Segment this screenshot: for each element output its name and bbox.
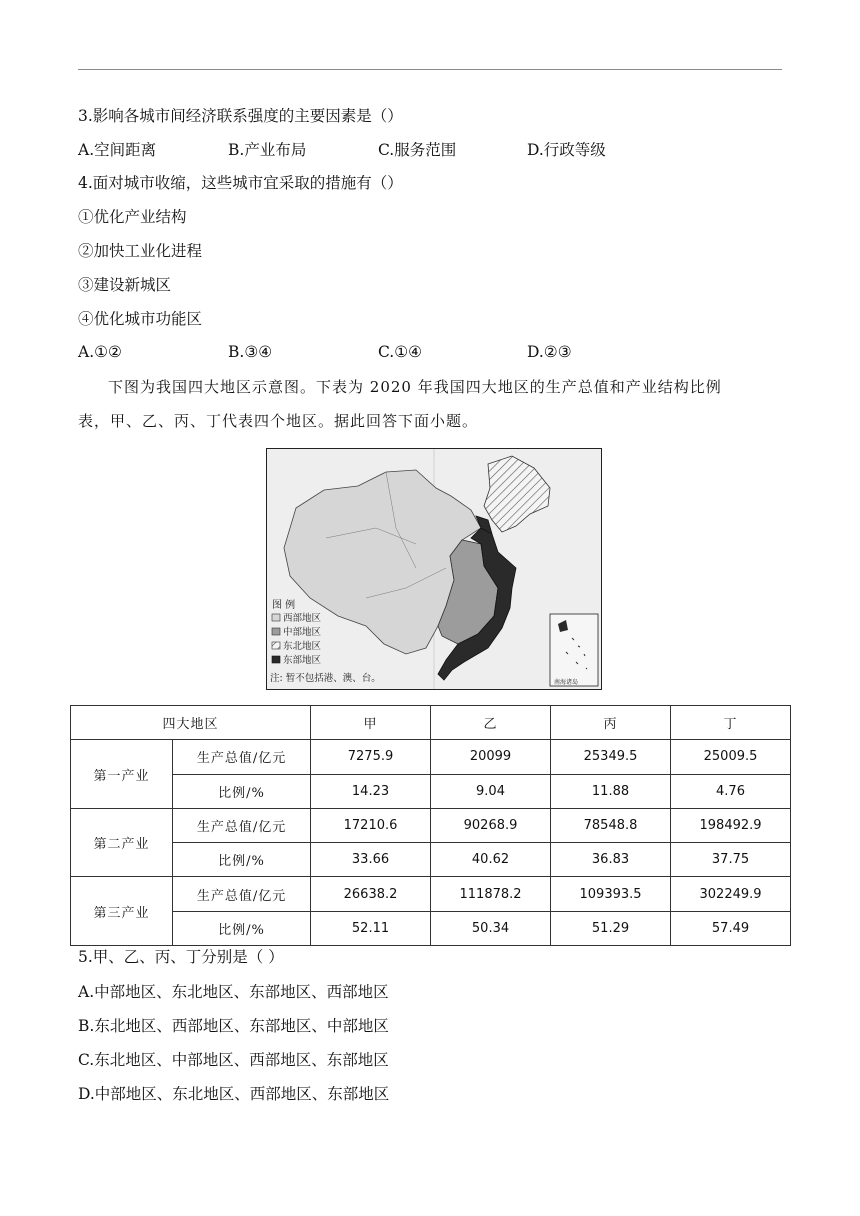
q3-stem: 3.影响各城市间经济联系强度的主要因素是（） <box>78 107 403 125</box>
table-row <box>71 774 791 808</box>
header-yi: 乙 <box>431 706 551 740</box>
intro-line-2: 表，甲、乙、丙、丁代表四个地区。据此回答下面小题。 <box>78 412 479 430</box>
q3-option-b: B.产业布局 <box>228 141 307 159</box>
cell: 9.04 <box>431 774 551 808</box>
q3-option-c: C.服务范围 <box>378 141 457 159</box>
legend-swatch-west <box>272 614 280 621</box>
cell: 111878.2 <box>431 877 551 911</box>
cell: 57.49 <box>671 911 791 945</box>
map-inset-frame <box>550 614 598 686</box>
legend-swatch-east <box>272 656 280 663</box>
table-header-row <box>71 706 791 740</box>
header-region: 四大地区 <box>71 706 311 740</box>
table-row <box>71 740 791 774</box>
table-row <box>71 843 791 877</box>
legend-label-central: 中部地区 <box>283 627 322 638</box>
map-inset-label: 南海诸岛 <box>554 679 579 686</box>
q4-item-2: ②加快工业化进程 <box>78 242 203 260</box>
row-label: 比例/% <box>173 911 311 945</box>
legend-label-east: 东部地区 <box>283 655 322 666</box>
cell: 52.11 <box>311 911 431 945</box>
cell: 7275.9 <box>311 740 431 774</box>
header-jia: 甲 <box>311 706 431 740</box>
q4-option-c: C.①④ <box>378 343 423 361</box>
q5-stem: 5.甲、乙、丙、丁分别是（ ） <box>78 948 284 966</box>
q4-stem: 4.面对城市收缩，这些城市宜采取的措施有（） <box>78 174 403 192</box>
cell: 37.75 <box>671 843 791 877</box>
legend-label-northeast: 东北地区 <box>283 641 322 652</box>
group-primary: 第一产业 <box>71 740 173 809</box>
row-label: 生产总值/亿元 <box>173 808 311 842</box>
cell: 109393.5 <box>551 877 671 911</box>
q3-option-d: D.行政等级 <box>527 141 606 159</box>
table-row <box>71 877 791 911</box>
q4-option-b: B.③④ <box>228 343 273 361</box>
intro-line-1: 下图为我国四大地区示意图。下表为 2020 年我国四大地区的生产总值和产业结构比例 <box>108 378 722 396</box>
china-regions-map <box>266 448 602 690</box>
cell: 198492.9 <box>671 808 791 842</box>
cell: 25009.5 <box>671 740 791 774</box>
cell: 302249.9 <box>671 877 791 911</box>
legend-swatch-northeast <box>272 642 280 649</box>
q4-item-1: ①优化产业结构 <box>78 208 187 226</box>
legend-label-west: 西部地区 <box>283 613 322 624</box>
cell: 14.23 <box>311 774 431 808</box>
q4-item-4: ④优化城市功能区 <box>78 310 203 328</box>
q5-option-a: A.中部地区、东北地区、东部地区、西部地区 <box>78 983 389 1001</box>
header-ding: 丁 <box>671 706 791 740</box>
row-label: 生产总值/亿元 <box>173 877 311 911</box>
cell: 36.83 <box>551 843 671 877</box>
cell: 17210.6 <box>311 808 431 842</box>
cell: 26638.2 <box>311 877 431 911</box>
cell: 50.34 <box>431 911 551 945</box>
q5-option-c: C.东北地区、中部地区、西部地区、东部地区 <box>78 1051 389 1069</box>
q3-option-a: A.空间距离 <box>78 141 157 159</box>
q4-option-a: A.①② <box>78 343 122 361</box>
cell: 11.88 <box>551 774 671 808</box>
header-rule <box>78 69 782 70</box>
q5-option-d: D.中部地区、东北地区、西部地区、东部地区 <box>78 1085 390 1103</box>
group-tertiary: 第三产业 <box>71 877 173 946</box>
cell: 25349.5 <box>551 740 671 774</box>
q4-item-3: ③建设新城区 <box>78 276 172 294</box>
map-legend-title: 图 例 <box>272 600 296 611</box>
q4-option-d: D.②③ <box>527 343 572 361</box>
row-label: 比例/% <box>173 843 311 877</box>
table-row <box>71 808 791 842</box>
row-label: 生产总值/亿元 <box>173 740 311 774</box>
table-row <box>71 911 791 945</box>
header-bing: 丙 <box>551 706 671 740</box>
group-secondary: 第二产业 <box>71 808 173 877</box>
cell: 78548.8 <box>551 808 671 842</box>
gdp-structure-table <box>70 705 791 946</box>
cell: 51.29 <box>551 911 671 945</box>
q5-option-b: B.东北地区、西部地区、东部地区、中部地区 <box>78 1017 389 1035</box>
cell: 90268.9 <box>431 808 551 842</box>
legend-swatch-central <box>272 628 280 635</box>
cell: 4.76 <box>671 774 791 808</box>
cell: 20099 <box>431 740 551 774</box>
cell: 33.66 <box>311 843 431 877</box>
row-label: 比例/% <box>173 774 311 808</box>
map-note: 注: 暂不包括港、澳、台。 <box>270 673 381 684</box>
cell: 40.62 <box>431 843 551 877</box>
